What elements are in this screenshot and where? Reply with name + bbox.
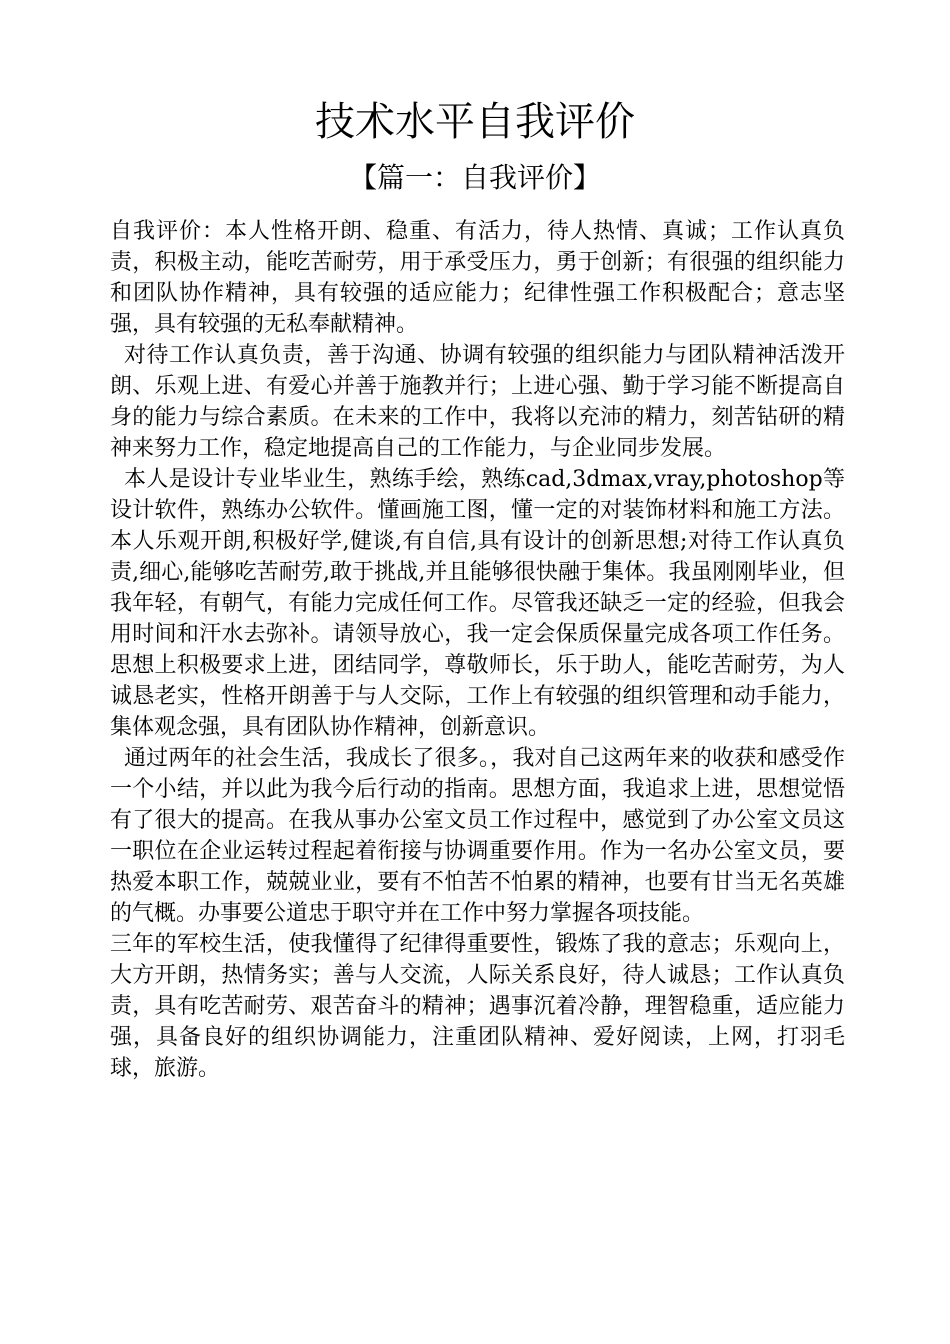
document-body xyxy=(110,216,845,1084)
section-heading: 【篇一：自我评价】 xyxy=(348,161,601,194)
paragraph-3: 本人是设计专业毕业生，熟练手绘，熟练cad,3dmax,vray,photoshop等设计软件，熟练办公软件。懂画施工图，懂一定的对装饰材料和施工方法。本人乐观开朗,积极好学,健谈,有自信,具有设计的创新思想;对待工作认真负责,细心,能够吃苦耐劳,敢于挑战,并且能够很快融于集体。我虽刚刚毕业，但我年轻，有朝气，有能力完成任何工作。尽管我还缺乏一定的经验，但我会用时间和汗水去弥补。请领导放心，我一定会保质保量完成各项工作任务。思想上积极要求上进，团结同学，尊敬师长，乐于助人，能吃苦耐劳，为人诚恳老实，性格开朗善于与人交际，工作上有较强的组织管理和动手能力，集体观念强，具有团队协作精神，创新意识。 xyxy=(110,467,845,740)
document-title: 技术水平自我评价 xyxy=(315,99,635,145)
paragraph-2: 对待工作认真负责，善于沟通、协调有较强的组织能力与团队精神活泼开朗、乐观上进、有爱心并善于施教并行；上进心强、勤于学习能不断提高自身的能力与综合素质。在未来的工作中，我将以充沛的精力，刻苦钻研的精神来努力工作，稳定地提高自己的工作能力，与企业同步发展。 xyxy=(110,343,845,461)
paragraph-4: 通过两年的社会生活，我成长了很多。，我对自己这两年来的收获和感受作一个小结，并以此为我今后行动的指南。思想方面，我追求上进，思想觉悟有了很大的提高。在我从事办公室文员工作过程中，感觉到了办公室文员这一职位在企业运转过程起着衔接与协调重要作用。作为一名办公室文员，要热爱本职工作，兢兢业业，要有不怕苦不怕累的精神，也要有甘当无名英雄的气概。办事要公道忠于职守并在工作中努力掌握各项技能。 xyxy=(110,746,845,926)
paragraph-5: 三年的军校生活，使我懂得了纪律得重要性，锻炼了我的意志；乐观向上，大方开朗，热情务实；善与人交流，人际关系良好，待人诚恳；工作认真负责，具有吃苦耐劳、艰苦奋斗的精神；遇事沉着冷静，理智稳重，适应能力强，具备良好的组织协调能力，注重团队精神、爱好阅读，上网，打羽毛球，旅游。 xyxy=(110,932,845,1081)
paragraph-1: 自我评价：本人性格开朗、稳重、有活力，待人热情、真诚；工作认真负责，积极主动，能吃苦耐劳，用于承受压力，勇于创新；有很强的组织能力和团队协作精神，具有较强的适应能力；纪律性强工作积极配合；意志坚强，具有较强的无私奉献精神。 xyxy=(110,219,845,337)
